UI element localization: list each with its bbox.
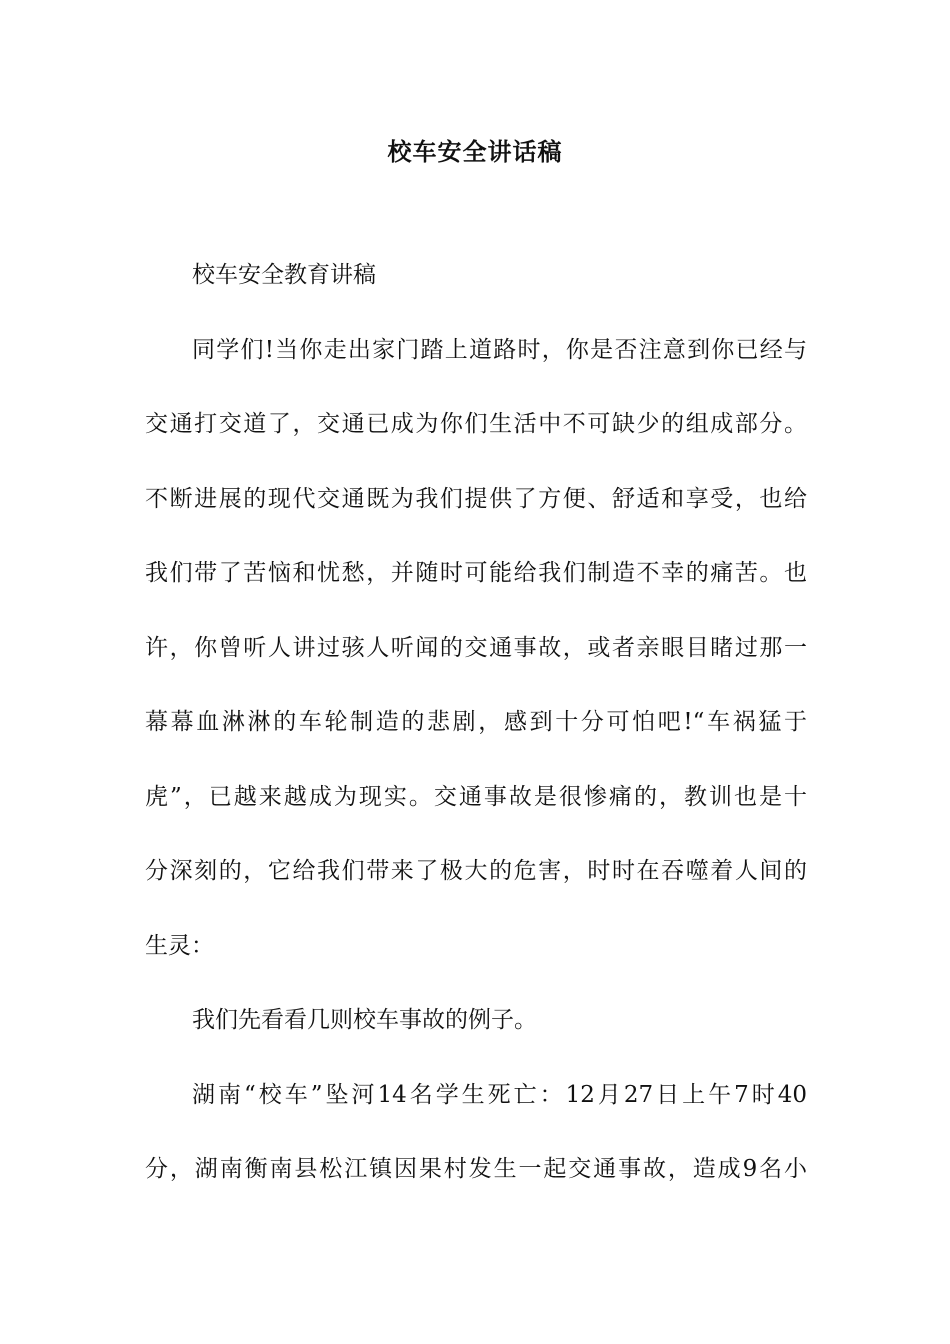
document-body (145, 253, 807, 1222)
paragraph-line: 虎”，已越来越成为现实。交通事故是很惨痛的，教训也是十 (145, 783, 807, 810)
paragraph-heading: 校车安全教育讲稿 (192, 262, 376, 288)
paragraph-line: 分，湖南衡南县松江镇因果村发生一起交通事故，造成9名小 (145, 1156, 807, 1182)
paragraph-line: 不断进展的现代交通既为我们提供了方便、舒适和享受，也给 (145, 485, 807, 512)
paragraph-line: 我们先看看几则校车事故的例子。 (192, 1007, 537, 1033)
paragraph-line: 交通打交道了，交通已成为你们生活中不可缺少的组成部分。 (145, 411, 807, 437)
paragraph-line: 同学们!当你走出家门踏上道路时，你是否注意到你已经与 (192, 336, 807, 363)
paragraph-line: 我们带了苦恼和忧愁，并随时可能给我们制造不幸的痛苦。也 (145, 560, 807, 586)
paragraph-line: 许，你曾听人讲过骇人听闻的交通事故，或者亲眼目睹过那一 (145, 634, 807, 661)
paragraph-line: 幕幕血淋淋的车轮制造的悲剧，感到十分可怕吧!“车祸猛于 (145, 709, 807, 735)
paragraph-line: 生灵： (145, 932, 214, 959)
paragraph-line: 分深刻的，它给我们带来了极大的危害，时时在吞噬着人间的 (145, 858, 807, 884)
document-title: 校车安全讲话稿 (387, 137, 563, 166)
paragraph-line: 湖南“校车”坠河14名学生死亡：12月27日上午7时40 (192, 1081, 807, 1108)
